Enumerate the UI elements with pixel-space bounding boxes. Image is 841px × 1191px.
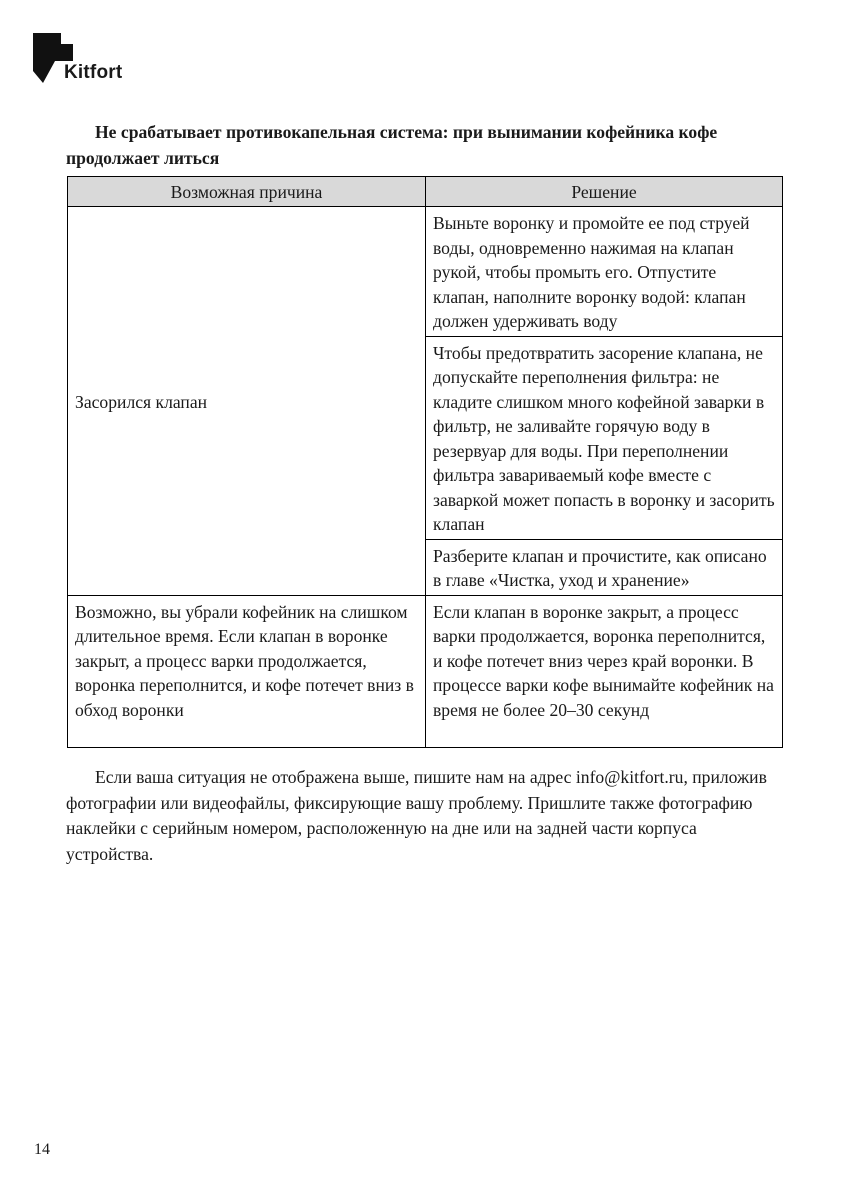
section-heading: Не срабатывает противокапельная система: при вынимании кофейника кофе продолжает литься <box>66 122 718 168</box>
cause-cell: Засорился клапан <box>68 207 426 596</box>
brand-name: Kitfort <box>64 62 123 83</box>
column-header-solution: Решение <box>426 177 783 207</box>
table-row <box>68 595 783 747</box>
solution-cell: Если клапан в воронке закрыт, а процесс варки продолжается, воронка переполнится, и кофе потечет вниз через край воронки. В процессе варки кофе вынимайте кофейник на время не более 20–30 секунд <box>426 595 783 747</box>
page-number: 14 <box>34 1141 50 1158</box>
table-row <box>68 207 783 337</box>
solution-cell: Разберите клапан и прочистите, как описано в главе «Чистка, уход и хранение» <box>426 539 783 595</box>
solution-cell: Выньте воронку и промойте ее под струей воды, одновременно нажимая на клапан рукой, чтобы промыть его. Отпустите клапан, наполните воронку водой: клапан должен удерживать воду <box>426 207 783 337</box>
troubleshooting-table <box>67 176 783 748</box>
cause-cell: Возможно, вы убрали кофейник на слишком длительное время. Если клапан в воронке закрыт, а процесс варки продолжается, воронка переполнится, и кофе потечет вниз в обход воронки <box>68 595 426 747</box>
kitfort-logo <box>33 33 143 89</box>
column-header-cause: Возможная причина <box>68 177 426 207</box>
contact-paragraph: Если ваша ситуация не отображена выше, пишите нам на адрес info@kitfort.ru, приложив фотографии или видеофайлы, фиксирующие вашу проблему. Пришлите также фотографию наклейки с серийным номером, расположенную на дне или на задней части корпуса устройства. <box>66 767 767 864</box>
solution-cell: Чтобы предотвратить засорение клапана, не допускайте переполнения фильтра: не кладите слишком много кофейной заварки в фильтр, не заливайте горячую воду в резервуар для воды. При переполнении фильтра завариваемый кофе вместе с заваркой может попасть в воронку и засорить клапан <box>426 336 783 539</box>
table-header-row <box>68 177 783 207</box>
